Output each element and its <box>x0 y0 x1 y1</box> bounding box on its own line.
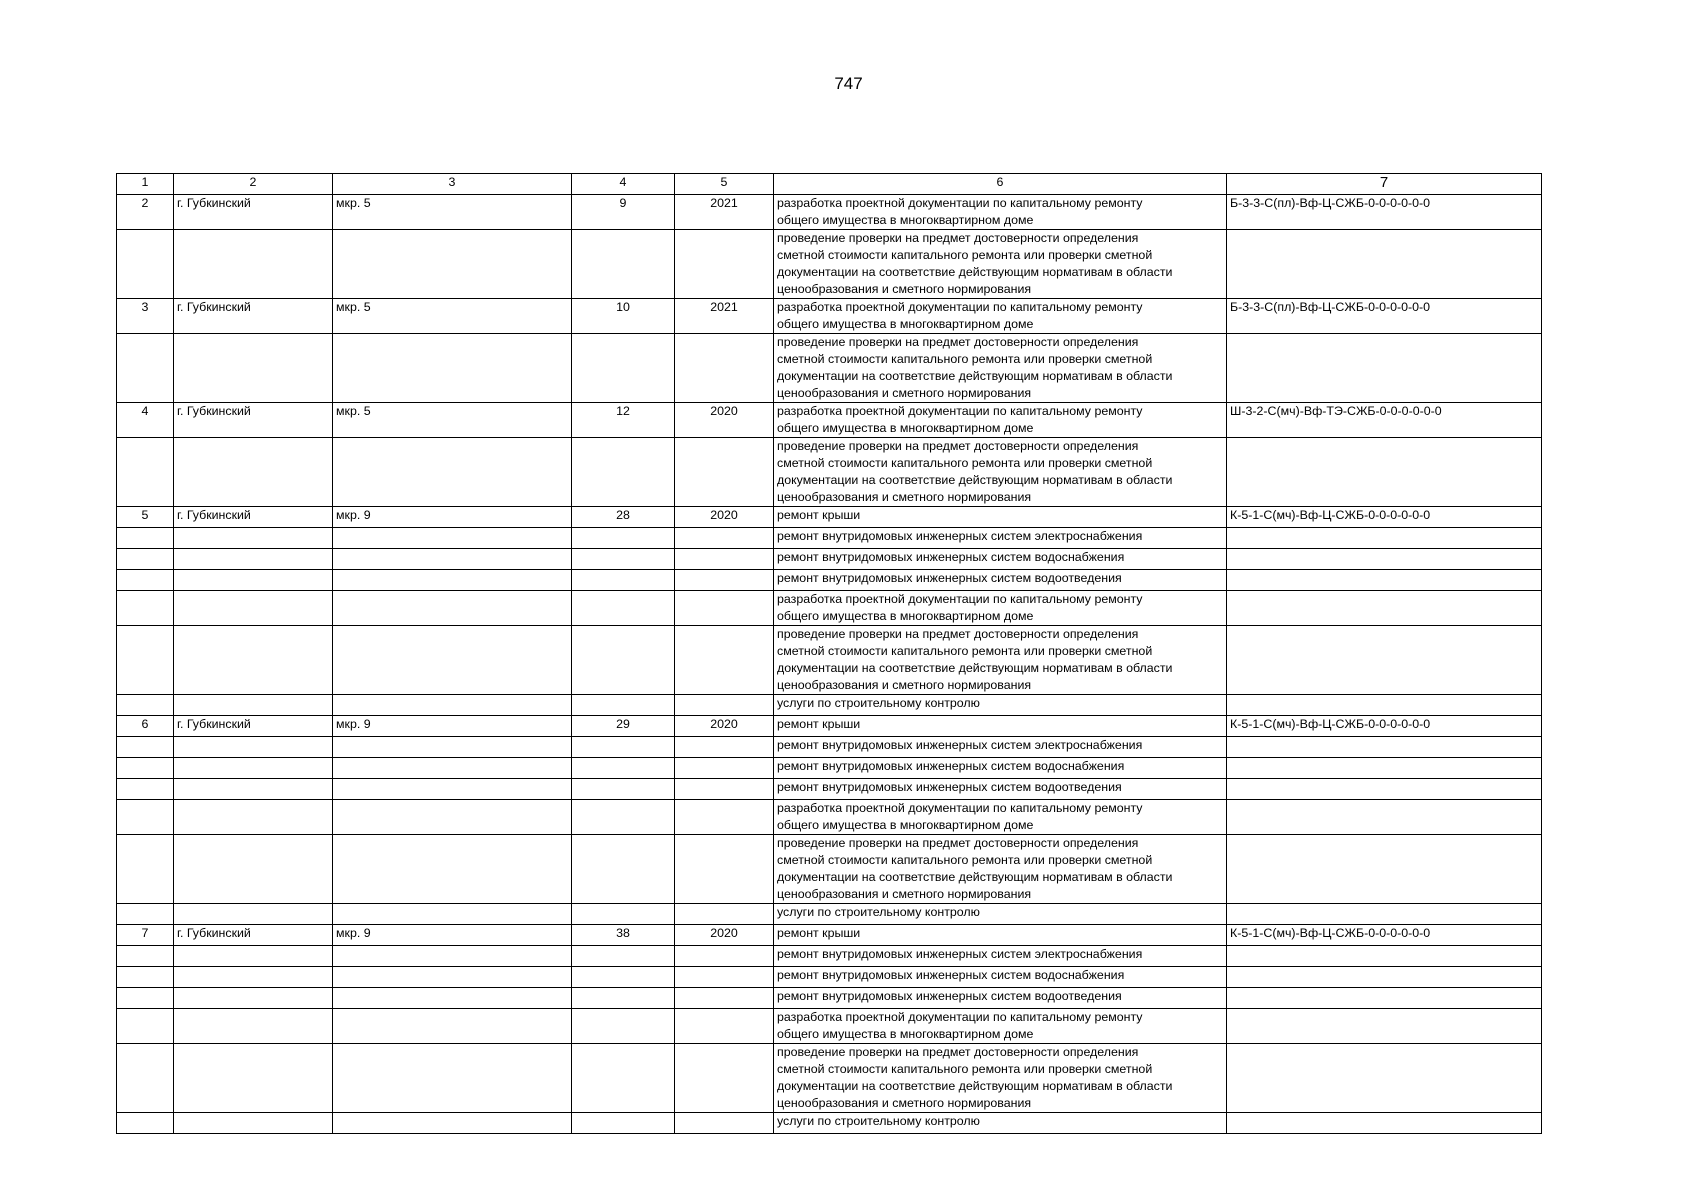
district-cell <box>333 800 572 835</box>
table-row <box>117 835 1542 904</box>
district-cell <box>333 438 572 507</box>
year-cell <box>675 591 774 626</box>
table-row <box>117 1009 1542 1044</box>
district-cell <box>333 230 572 299</box>
year-cell <box>675 1009 774 1044</box>
year-cell <box>675 334 774 403</box>
building-code-cell <box>1227 946 1542 967</box>
district-cell: мкр. 5 <box>333 195 572 230</box>
table-row <box>117 299 1542 334</box>
building-code-cell <box>1227 230 1542 299</box>
house-number-cell <box>572 1113 675 1134</box>
house-number-cell <box>572 570 675 591</box>
year-cell: 2021 <box>675 195 774 230</box>
house-number-cell: 10 <box>572 299 675 334</box>
city-cell: г. Губкинский <box>174 507 333 528</box>
table-row <box>117 800 1542 835</box>
row-number-cell: 5 <box>117 507 174 528</box>
city-cell: г. Губкинский <box>174 195 333 230</box>
table-row <box>117 1044 1542 1113</box>
house-number-cell <box>572 800 675 835</box>
district-cell <box>333 835 572 904</box>
house-number-cell: 9 <box>572 195 675 230</box>
house-number-cell <box>572 230 675 299</box>
house-number-cell <box>572 334 675 403</box>
house-number-cell <box>572 528 675 549</box>
city-cell <box>174 1113 333 1134</box>
table-row <box>117 758 1542 779</box>
row-number-cell <box>117 570 174 591</box>
building-code-cell: К-5-1-С(мч)-Вф-Ц-СЖБ-0-0-0-0-0-0 <box>1227 716 1542 737</box>
work-type-cell: ремонт крыши <box>774 716 1227 737</box>
district-cell <box>333 549 572 570</box>
work-type-cell: ремонт внутридомовых инженерных систем водоснабжения <box>774 549 1227 570</box>
city-cell <box>174 835 333 904</box>
row-number-cell <box>117 946 174 967</box>
city-cell <box>174 967 333 988</box>
city-cell <box>174 779 333 800</box>
row-number-cell <box>117 528 174 549</box>
table-row <box>117 737 1542 758</box>
building-code-cell: Ш-3-2-С(мч)-Вф-ТЭ-СЖБ-0-0-0-0-0-0 <box>1227 403 1542 438</box>
work-type-cell: разработка проектной документации по капитальному ремонту общего имущества в многоквартирном доме <box>774 195 1227 230</box>
table-row <box>117 716 1542 737</box>
year-cell <box>675 988 774 1009</box>
building-code-cell <box>1227 904 1542 925</box>
table-row <box>117 549 1542 570</box>
row-number-cell <box>117 626 174 695</box>
district-cell: мкр. 9 <box>333 507 572 528</box>
work-type-cell: разработка проектной документации по капитальному ремонту общего имущества в многоквартирном доме <box>774 299 1227 334</box>
house-number-cell <box>572 779 675 800</box>
building-code-cell <box>1227 835 1542 904</box>
city-cell: г. Губкинский <box>174 716 333 737</box>
district-cell: мкр. 9 <box>333 716 572 737</box>
row-number-cell: 3 <box>117 299 174 334</box>
work-type-cell: ремонт внутридомовых инженерных систем водоотведения <box>774 988 1227 1009</box>
work-type-cell: проведение проверки на предмет достоверности определения сметной стоимости капитального ремонта или проверки сметной документации на соответствие действующим нормативам в области ценообразования и сметного нормирования <box>774 1044 1227 1113</box>
city-cell <box>174 438 333 507</box>
district-cell <box>333 1044 572 1113</box>
year-cell <box>675 835 774 904</box>
work-type-cell: проведение проверки на предмет достоверности определения сметной стоимости капитального ремонта или проверки сметной документации на соответствие действующим нормативам в области ценообразования и сметного нормирования <box>774 334 1227 403</box>
table-row <box>117 967 1542 988</box>
year-cell <box>675 1113 774 1134</box>
city-cell <box>174 1044 333 1113</box>
work-type-cell: услуги по строительному контролю <box>774 904 1227 925</box>
row-number-cell <box>117 549 174 570</box>
year-cell <box>675 800 774 835</box>
column-number-header-row <box>117 174 1542 195</box>
building-code-cell <box>1227 988 1542 1009</box>
work-type-cell: разработка проектной документации по капитальному ремонту общего имущества в многоквартирном доме <box>774 403 1227 438</box>
house-number-cell <box>572 591 675 626</box>
district-cell <box>333 591 572 626</box>
city-cell <box>174 904 333 925</box>
table-row <box>117 230 1542 299</box>
table-row <box>117 1113 1542 1134</box>
work-type-cell: проведение проверки на предмет достоверности определения сметной стоимости капитального ремонта или проверки сметной документации на соответствие действующим нормативам в области ценообразования и сметного нормирования <box>774 626 1227 695</box>
row-number-cell <box>117 835 174 904</box>
year-cell <box>675 779 774 800</box>
row-number-cell <box>117 800 174 835</box>
column-header-6: 6 <box>774 174 1227 195</box>
table-row <box>117 507 1542 528</box>
house-number-cell <box>572 835 675 904</box>
district-cell <box>333 988 572 1009</box>
district-cell <box>333 737 572 758</box>
building-code-cell: Б-3-3-С(пл)-Вф-Ц-СЖБ-0-0-0-0-0-0 <box>1227 299 1542 334</box>
column-header-3: 3 <box>333 174 572 195</box>
building-code-cell <box>1227 1044 1542 1113</box>
city-cell: г. Губкинский <box>174 925 333 946</box>
city-cell: г. Губкинский <box>174 299 333 334</box>
house-number-cell: 12 <box>572 403 675 438</box>
year-cell: 2020 <box>675 716 774 737</box>
row-number-cell <box>117 737 174 758</box>
house-number-cell <box>572 1044 675 1113</box>
building-code-cell <box>1227 1113 1542 1134</box>
column-header-1: 1 <box>117 174 174 195</box>
city-cell <box>174 570 333 591</box>
district-cell <box>333 695 572 716</box>
building-code-cell: Б-3-3-С(пл)-Вф-Ц-СЖБ-0-0-0-0-0-0 <box>1227 195 1542 230</box>
house-number-cell <box>572 626 675 695</box>
city-cell <box>174 626 333 695</box>
building-code-cell <box>1227 591 1542 626</box>
work-type-cell: разработка проектной документации по капитальному ремонту общего имущества в многоквартирном доме <box>774 800 1227 835</box>
city-cell <box>174 1009 333 1044</box>
row-number-cell <box>117 1044 174 1113</box>
work-type-cell: ремонт внутридомовых инженерных систем водоснабжения <box>774 967 1227 988</box>
work-type-cell: ремонт внутридомовых инженерных систем электроснабжения <box>774 528 1227 549</box>
year-cell <box>675 904 774 925</box>
table-row <box>117 403 1542 438</box>
city-cell <box>174 800 333 835</box>
district-cell <box>333 967 572 988</box>
repair-register-table <box>116 173 1542 1134</box>
row-number-cell <box>117 334 174 403</box>
city-cell: г. Губкинский <box>174 403 333 438</box>
house-number-cell <box>572 946 675 967</box>
work-type-cell: ремонт крыши <box>774 925 1227 946</box>
city-cell <box>174 946 333 967</box>
year-cell: 2020 <box>675 925 774 946</box>
building-code-cell <box>1227 758 1542 779</box>
table-row <box>117 528 1542 549</box>
table-row <box>117 195 1542 230</box>
table-row <box>117 591 1542 626</box>
year-cell <box>675 438 774 507</box>
house-number-cell <box>572 737 675 758</box>
district-cell <box>333 758 572 779</box>
building-code-cell <box>1227 737 1542 758</box>
row-number-cell: 6 <box>117 716 174 737</box>
row-number-cell <box>117 1113 174 1134</box>
work-type-cell: ремонт внутридомовых инженерных систем водоотведения <box>774 570 1227 591</box>
work-type-cell: ремонт внутридомовых инженерных систем водоснабжения <box>774 758 1227 779</box>
district-cell <box>333 528 572 549</box>
house-number-cell <box>572 549 675 570</box>
row-number-cell <box>117 438 174 507</box>
building-code-cell <box>1227 800 1542 835</box>
table-row <box>117 626 1542 695</box>
year-cell: 2020 <box>675 403 774 438</box>
district-cell <box>333 334 572 403</box>
row-number-cell <box>117 988 174 1009</box>
work-type-cell: ремонт внутридомовых инженерных систем электроснабжения <box>774 737 1227 758</box>
year-cell <box>675 946 774 967</box>
building-code-cell <box>1227 334 1542 403</box>
year-cell <box>675 626 774 695</box>
city-cell <box>174 591 333 626</box>
work-type-cell: разработка проектной документации по капитальному ремонту общего имущества в многоквартирном доме <box>774 591 1227 626</box>
year-cell <box>675 967 774 988</box>
year-cell: 2020 <box>675 507 774 528</box>
district-cell <box>333 626 572 695</box>
house-number-cell: 29 <box>572 716 675 737</box>
row-number-cell: 7 <box>117 925 174 946</box>
work-type-cell: ремонт внутридомовых инженерных систем водоотведения <box>774 779 1227 800</box>
building-code-cell <box>1227 695 1542 716</box>
year-cell <box>675 1044 774 1113</box>
year-cell <box>675 758 774 779</box>
district-cell <box>333 904 572 925</box>
table-row <box>117 438 1542 507</box>
house-number-cell: 38 <box>572 925 675 946</box>
table-row <box>117 695 1542 716</box>
city-cell <box>174 528 333 549</box>
building-code-cell <box>1227 626 1542 695</box>
building-code-cell: К-5-1-С(мч)-Вф-Ц-СЖБ-0-0-0-0-0-0 <box>1227 925 1542 946</box>
table-row <box>117 988 1542 1009</box>
year-cell: 2021 <box>675 299 774 334</box>
table-row <box>117 570 1542 591</box>
house-number-cell <box>572 988 675 1009</box>
row-number-cell <box>117 779 174 800</box>
district-cell <box>333 946 572 967</box>
row-number-cell <box>117 967 174 988</box>
house-number-cell <box>572 758 675 779</box>
building-code-cell <box>1227 779 1542 800</box>
building-code-cell <box>1227 1009 1542 1044</box>
district-cell: мкр. 5 <box>333 299 572 334</box>
row-number-cell <box>117 230 174 299</box>
year-cell <box>675 695 774 716</box>
city-cell <box>174 758 333 779</box>
row-number-cell <box>117 904 174 925</box>
house-number-cell <box>572 967 675 988</box>
row-number-cell: 2 <box>117 195 174 230</box>
column-header-2: 2 <box>174 174 333 195</box>
year-cell <box>675 230 774 299</box>
district-cell: мкр. 9 <box>333 925 572 946</box>
house-number-cell <box>572 438 675 507</box>
table-row <box>117 925 1542 946</box>
city-cell <box>174 737 333 758</box>
table-row <box>117 334 1542 403</box>
table-row <box>117 904 1542 925</box>
house-number-cell <box>572 1009 675 1044</box>
work-type-cell: проведение проверки на предмет достоверности определения сметной стоимости капитального ремонта или проверки сметной документации на соответствие действующим нормативам в области ценообразования и сметного нормирования <box>774 230 1227 299</box>
building-code-cell <box>1227 528 1542 549</box>
row-number-cell <box>117 695 174 716</box>
house-number-cell: 28 <box>572 507 675 528</box>
house-number-cell <box>572 904 675 925</box>
row-number-cell: 4 <box>117 403 174 438</box>
building-code-cell <box>1227 570 1542 591</box>
district-cell <box>333 1009 572 1044</box>
city-cell <box>174 988 333 1009</box>
year-cell <box>675 549 774 570</box>
page-number: 747 <box>834 74 863 93</box>
city-cell <box>174 334 333 403</box>
city-cell <box>174 549 333 570</box>
row-number-cell <box>117 1009 174 1044</box>
work-type-cell: ремонт внутридомовых инженерных систем электроснабжения <box>774 946 1227 967</box>
year-cell <box>675 528 774 549</box>
building-code-cell <box>1227 438 1542 507</box>
work-type-cell: проведение проверки на предмет достоверности определения сметной стоимости капитального ремонта или проверки сметной документации на соответствие действующим нормативам в области ценообразования и сметного нормирования <box>774 438 1227 507</box>
column-header-7: 7 <box>1227 174 1542 195</box>
city-cell <box>174 695 333 716</box>
table-row <box>117 946 1542 967</box>
year-cell <box>675 570 774 591</box>
row-number-cell <box>117 591 174 626</box>
column-header-5: 5 <box>675 174 774 195</box>
table-row <box>117 779 1542 800</box>
work-type-cell: разработка проектной документации по капитальному ремонту общего имущества в многоквартирном доме <box>774 1009 1227 1044</box>
city-cell <box>174 230 333 299</box>
district-cell <box>333 570 572 591</box>
house-number-cell <box>572 695 675 716</box>
row-number-cell <box>117 758 174 779</box>
district-cell <box>333 779 572 800</box>
building-code-cell <box>1227 967 1542 988</box>
district-cell: мкр. 5 <box>333 403 572 438</box>
work-type-cell: услуги по строительному контролю <box>774 695 1227 716</box>
district-cell <box>333 1113 572 1134</box>
column-header-4: 4 <box>572 174 675 195</box>
building-code-cell: К-5-1-С(мч)-Вф-Ц-СЖБ-0-0-0-0-0-0 <box>1227 507 1542 528</box>
work-type-cell: проведение проверки на предмет достоверности определения сметной стоимости капитального ремонта или проверки сметной документации на соответствие действующим нормативам в области ценообразования и сметного нормирования <box>774 835 1227 904</box>
work-type-cell: услуги по строительному контролю <box>774 1113 1227 1134</box>
building-code-cell <box>1227 549 1542 570</box>
year-cell <box>675 737 774 758</box>
work-type-cell: ремонт крыши <box>774 507 1227 528</box>
